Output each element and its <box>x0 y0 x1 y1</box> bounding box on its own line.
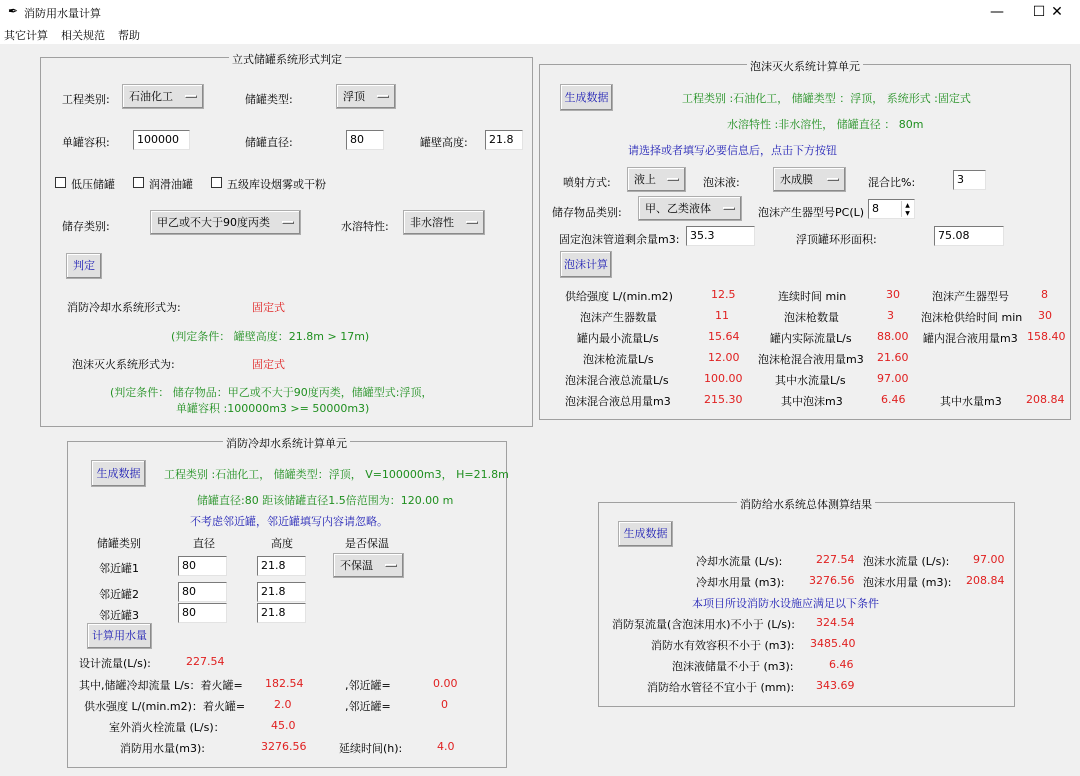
tank-type-select[interactable]: 浮顶 <box>336 84 396 109</box>
result-value: 30 <box>886 288 900 301</box>
mix-input[interactable]: 3 <box>953 170 986 190</box>
option-indicator-icon <box>185 95 197 98</box>
water-usage-label: 消防用水量(m3): <box>120 742 206 755</box>
cooling-form-value: 固定式 <box>252 301 285 314</box>
wall-height-label: 罐壁高度: <box>420 136 468 149</box>
cooling-form-label: 消防冷却水系统形式为: <box>67 301 181 314</box>
menu-help[interactable]: 帮助 <box>118 29 140 42</box>
storage-class-label: 储存类别: <box>62 220 110 233</box>
volume-label: 单罐容积: <box>62 136 110 149</box>
duration-value: 4.0 <box>437 740 455 753</box>
tank-flow-label: 其中,储罐冷却流量 L/s：着火罐= <box>79 679 243 692</box>
summary-item-label: 泡沫液储量不小于 (m3): <box>672 660 794 673</box>
result-label: 其中水流量L/s <box>775 374 846 387</box>
foam-usage-label: 泡沫水用量 (m3): <box>863 576 952 589</box>
result-label: 罐内实际流量L/s <box>770 332 852 345</box>
foam-calc-title: 泡沫灭火系统计算单元 <box>747 58 863 74</box>
summary-item-value: 3485.40 <box>810 637 856 650</box>
cool-usage-value: 3276.56 <box>809 574 855 587</box>
ring-label: 浮顶罐环形面积: <box>796 233 877 246</box>
cooling-generate-button[interactable]: 生成数据 <box>91 460 146 487</box>
design-flow-value: 227.54 <box>186 655 225 668</box>
foam-form-value: 固定式 <box>252 358 285 371</box>
project-type-select[interactable]: 石油化工 <box>122 84 204 109</box>
result-value: 15.64 <box>708 330 740 343</box>
intensity-label: 供水强度 L/(min.m2)：着火罐= <box>84 700 246 713</box>
result-value: 88.00 <box>877 330 909 343</box>
summary-item-value: 343.69 <box>816 679 855 692</box>
foam-info-line1: 工程类别 :石油化工， 储罐类型 ：浮顶， 系统形式 :固定式 <box>682 92 971 105</box>
col-insulation-header: 是否保温 <box>345 537 389 550</box>
adjacent-tank-name: 邻近罐2 <box>99 588 139 601</box>
cool-usage-label: 冷却水用量 (m3): <box>696 576 785 589</box>
result-value: 208.84 <box>1026 393 1065 406</box>
water-sol-select[interactable]: 非水溶性 <box>403 210 485 235</box>
result-label: 其中水量m3 <box>940 395 1002 408</box>
menu-standards[interactable]: 相关规范 <box>61 29 105 42</box>
generator-model-spinbox[interactable]: 8 ▲ ▼ <box>868 199 915 219</box>
foam-info-line2: 水溶特性 :非水溶性， 储罐直径 ： 80m <box>727 118 924 131</box>
result-value: 11 <box>715 309 729 322</box>
wall-height-input[interactable]: 21.8 <box>485 130 523 150</box>
adjacent-diameter-input[interactable]: 80 <box>178 603 227 623</box>
result-label: 其中泡沫m3 <box>781 395 843 408</box>
calc-water-button[interactable]: 计算用水量 <box>87 623 152 649</box>
adjacent-intensity-value: 0 <box>441 698 448 711</box>
cool-flow-value: 227.54 <box>816 553 855 566</box>
result-label: 连续时间 min <box>778 290 847 303</box>
adjacent-intensity-label: ,邻近罐= <box>345 700 391 713</box>
adjacent-diameter-input[interactable]: 80 <box>178 582 227 602</box>
result-value: 215.30 <box>704 393 743 406</box>
summary-generate-button[interactable]: 生成数据 <box>618 521 673 547</box>
col-height-header: 高度 <box>271 537 293 550</box>
adjacent-tank-name: 邻近罐3 <box>99 609 139 622</box>
result-value: 21.60 <box>877 351 909 364</box>
cooling-hint: 不考虑邻近罐，邻近罐填写内容请忽略。 <box>190 515 388 528</box>
adjacent-tank-name: 邻近罐1 <box>99 562 139 575</box>
menu-bar <box>0 24 1080 44</box>
spray-select[interactable]: 液上 <box>627 167 686 192</box>
insulation-select[interactable]: 不保温 <box>333 553 404 578</box>
intensity-value: 2.0 <box>274 698 292 711</box>
result-label: 泡沫混合液总用量m3 <box>565 395 671 408</box>
summary-item-label: 消防泵流量(含泡沫用水)不小于 (L/s): <box>612 618 795 631</box>
cooling-condition: (判定条件： 罐壁高度：21.8m > 17m) <box>171 330 370 343</box>
result-value: 6.46 <box>881 393 906 406</box>
result-label: 泡沫枪流量L/s <box>583 353 654 366</box>
spin-arrows-icon[interactable]: ▲ ▼ <box>901 201 913 217</box>
result-value: 158.40 <box>1027 330 1066 343</box>
result-value: 8 <box>1041 288 1048 301</box>
volume-input[interactable]: 100000 <box>133 130 190 150</box>
low-pressure-label: 低压储罐 <box>71 178 115 191</box>
col-type-header: 储罐类别 <box>97 537 141 550</box>
option-indicator-icon <box>466 221 478 224</box>
water-sol-label: 水溶特性: <box>341 220 389 233</box>
option-indicator-icon <box>377 95 389 98</box>
cooling-calc-title: 消防冷却水系统计算单元 <box>223 435 350 451</box>
menu-other-calc[interactable]: 其它计算 <box>4 29 48 42</box>
result-value: 3 <box>887 309 894 322</box>
option-indicator-icon <box>723 207 735 210</box>
col-diameter-header: 直径 <box>193 537 215 550</box>
diameter-label: 储罐直径: <box>245 136 293 149</box>
minimize-button[interactable]: — <box>990 4 1004 20</box>
summary-item-value: 324.54 <box>816 616 855 629</box>
feather-icon: ✒ <box>8 4 19 18</box>
goods-select[interactable]: 甲、乙类液体 <box>638 196 742 221</box>
result-value: 100.00 <box>704 372 743 385</box>
hydrant-value: 45.0 <box>271 719 296 732</box>
foam-generate-button[interactable]: 生成数据 <box>560 84 613 111</box>
tank-flow-value: 182.54 <box>265 677 304 690</box>
level5-label: 五级库设烟雾或干粉 <box>227 178 326 191</box>
foam-usage-value: 208.84 <box>966 574 1005 587</box>
adjacent-flow-value: 0.00 <box>433 677 458 690</box>
adjacent-height-input[interactable]: 21.8 <box>257 582 306 602</box>
result-label: 罐内最小流量L/s <box>577 332 659 345</box>
result-value: 12.00 <box>708 351 740 364</box>
water-usage-value: 3276.56 <box>261 740 307 753</box>
pipe-input[interactable]: 35.3 <box>686 226 755 246</box>
project-type-label: 工程类别: <box>62 93 110 106</box>
result-value: 30 <box>1038 309 1052 322</box>
option-indicator-icon <box>282 221 294 224</box>
result-label: 泡沫枪混合液用量m3 <box>758 353 864 366</box>
summary-item-value: 6.46 <box>829 658 854 671</box>
result-label: 泡沫混合液总流量L/s <box>565 374 669 387</box>
result-label: 泡沫枪供给时间 min <box>921 311 1023 324</box>
option-indicator-icon <box>667 178 679 181</box>
summary-title: 消防给水系统总体测算结果 <box>737 496 875 512</box>
adjacent-flow-label: ,邻近罐= <box>345 679 391 692</box>
foam-flow-value: 97.00 <box>973 553 1005 566</box>
judge-button[interactable]: 判定 <box>66 253 102 279</box>
mix-label: 混合比%: <box>868 176 916 189</box>
adjacent-height-input[interactable]: 21.8 <box>257 556 306 576</box>
result-label: 泡沫枪数量 <box>784 311 839 324</box>
lube-oil-checkbox[interactable] <box>133 177 144 188</box>
result-label: 泡沫产生器数量 <box>580 311 657 324</box>
result-value: 12.5 <box>711 288 736 301</box>
tank-type-label: 储罐类型: <box>245 93 293 106</box>
result-label: 供给强度 L/(min.m2) <box>565 290 673 303</box>
foam-liquid-select[interactable]: 水成膜 <box>773 167 846 192</box>
cooling-info-line2: 储罐直径:80 距该储罐直径1.5倍范围为：120.00 m <box>197 494 454 507</box>
goods-label: 储存物品类别: <box>552 206 622 219</box>
duration-label: 延续时间(h): <box>339 742 403 755</box>
hydrant-label: 室外消火栓流量 (L/s)： <box>109 721 225 734</box>
storage-judge-title: 立式储罐系统形式判定 <box>229 51 345 67</box>
diameter-input[interactable]: 80 <box>346 130 384 150</box>
foam-condition-line2: 单罐容积 :100000m3 >= 50000m3) <box>176 402 370 415</box>
ring-input[interactable]: 75.08 <box>934 226 1004 246</box>
foam-calc-button[interactable]: 泡沫计算 <box>560 251 612 278</box>
maximize-button[interactable]: ☐ <box>1032 4 1046 20</box>
result-value: 97.00 <box>877 372 909 385</box>
foam-form-label: 泡沫灭火系统形式为: <box>72 358 175 371</box>
pipe-label: 固定泡沫管道剩余量m3: <box>559 233 680 246</box>
option-indicator-icon <box>385 564 397 567</box>
storage-class-select[interactable]: 甲乙或不大于90度丙类 <box>150 210 301 235</box>
window-title: 消防用水量计算 <box>24 7 101 20</box>
low-pressure-checkbox[interactable] <box>55 177 66 188</box>
generator-model-label: 泡沫产生器型号PC(L) <box>758 206 865 219</box>
cool-flow-label: 冷却水流量 (L/s): <box>696 555 783 568</box>
spray-label: 喷射方式: <box>563 176 611 189</box>
summary-item-label: 消防水有效容积不小于 (m3): <box>651 639 795 652</box>
summary-heading: 本项目所设消防水设施应满足以下条件 <box>692 597 879 610</box>
close-button[interactable]: ✕ <box>1051 4 1063 20</box>
lube-oil-label: 润滑油罐 <box>149 178 193 191</box>
level5-checkbox[interactable] <box>211 177 222 188</box>
design-flow-label: 设计流量(L/s): <box>79 657 151 670</box>
foam-liquid-label: 泡沫液: <box>703 176 740 189</box>
adjacent-height-input[interactable]: 21.8 <box>257 603 306 623</box>
title-bar <box>0 0 1080 24</box>
result-label: 泡沫产生器型号 <box>932 290 1009 303</box>
result-label: 罐内混合液用量m3 <box>923 332 1018 345</box>
option-indicator-icon <box>827 178 839 181</box>
foam-hint: 请选择或者填写必要信息后，点击下方按钮 <box>628 144 837 157</box>
summary-item-label: 消防给水管径不宜小于 (mm): <box>647 681 795 694</box>
adjacent-diameter-input[interactable]: 80 <box>178 556 227 576</box>
cooling-info-line1: 工程类别 :石油化工， 储罐类型：浮顶， V=100000m3， H=21.8m <box>164 468 509 481</box>
foam-flow-label: 泡沫水流量 (L/s): <box>863 555 950 568</box>
foam-condition-line1: (判定条件： 储存物品：甲乙或不大于90度丙类，储罐型式:浮顶， <box>110 386 433 399</box>
